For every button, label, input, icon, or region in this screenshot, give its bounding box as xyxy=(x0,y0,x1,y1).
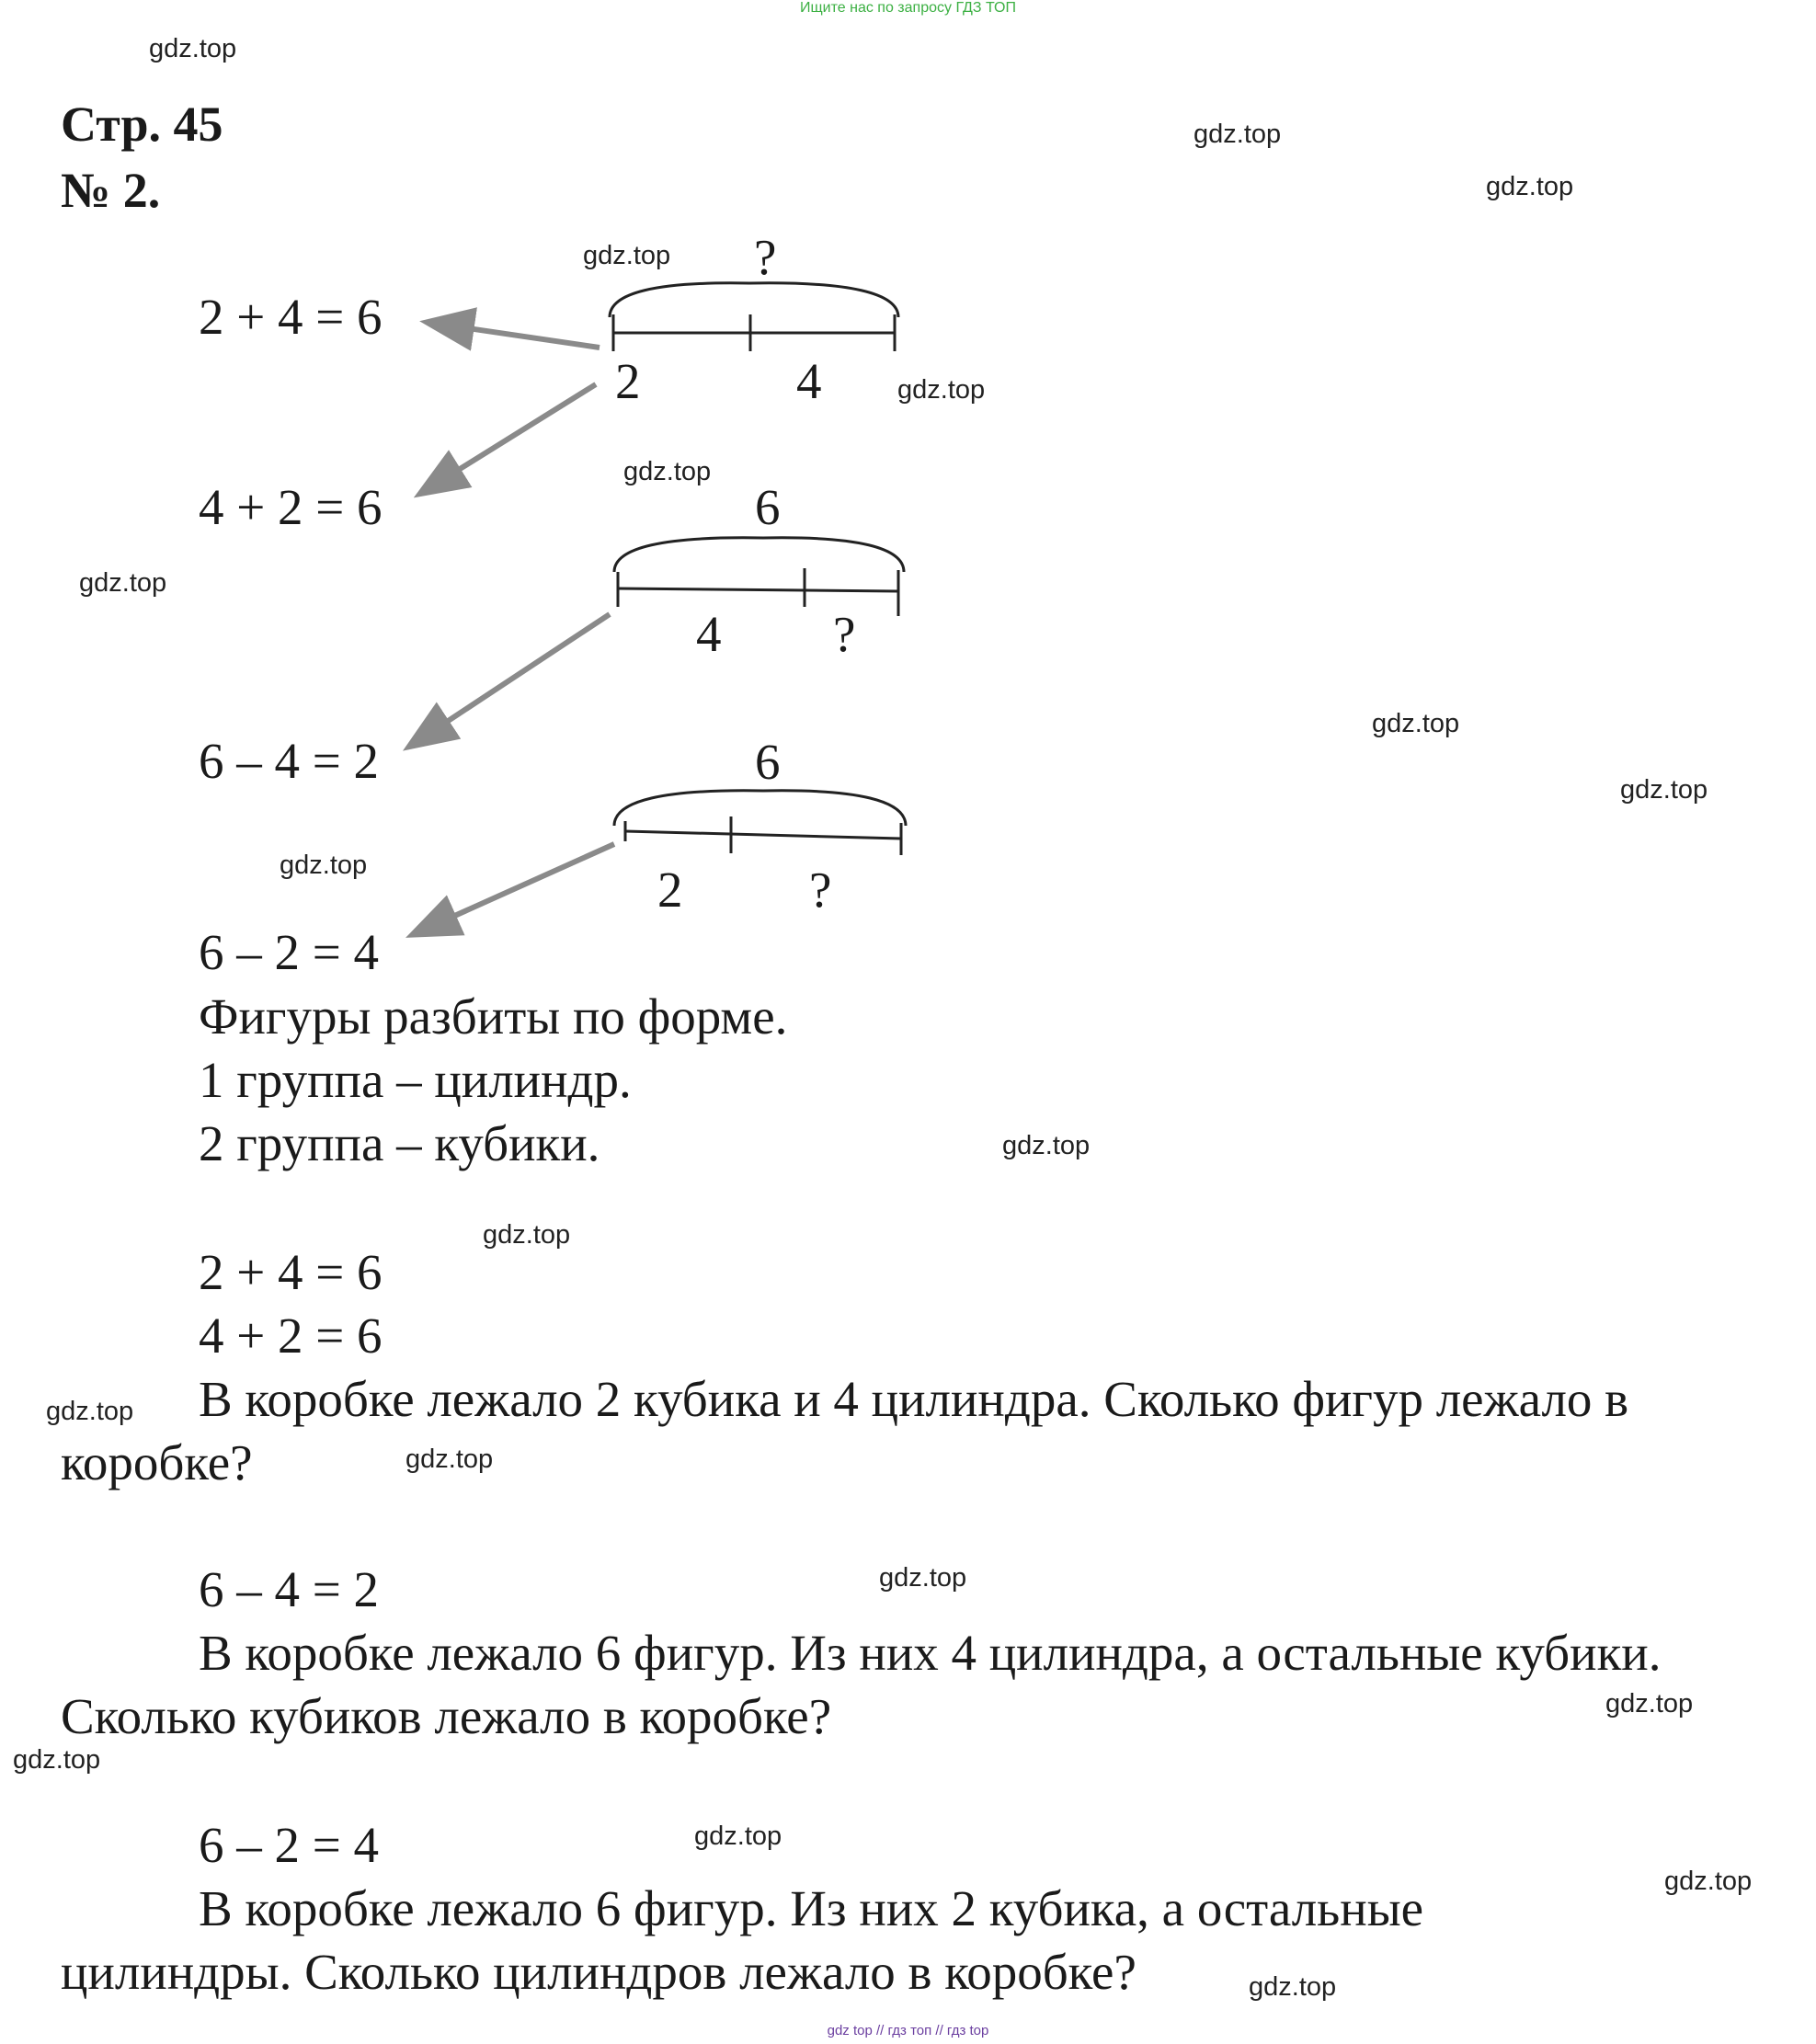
classification-line: Фигуры разбиты по форме. xyxy=(199,988,788,1045)
watermark: gdz.top xyxy=(79,568,167,598)
segment-3-left-label: 2 xyxy=(657,862,683,918)
segment-1-right-label: 4 xyxy=(796,353,822,409)
problem-text-line: коробке? xyxy=(61,1434,253,1490)
watermark: gdz.top xyxy=(694,1821,782,1851)
segment-3-total-label: 6 xyxy=(755,734,781,790)
watermark: gdz.top xyxy=(1194,120,1282,149)
watermark: gdz.top xyxy=(623,457,712,486)
watermark: gdz.top xyxy=(483,1220,571,1250)
watermark: gdz.top xyxy=(405,1445,494,1474)
segment-1-left-label: 2 xyxy=(615,353,641,409)
watermark: gdz.top xyxy=(280,851,368,880)
watermark: gdz.top xyxy=(879,1563,967,1593)
top-banner: Ищите нас по запросу ГДЗ ТОП xyxy=(800,0,1016,16)
diagram-equation: 4 + 2 = 6 xyxy=(199,479,383,535)
watermark: gdz.top xyxy=(1620,775,1708,805)
classification-line: 1 группа – цилиндр. xyxy=(199,1052,632,1108)
classification-line: 2 группа – кубики. xyxy=(199,1115,600,1171)
watermark: gdz.top xyxy=(1486,172,1574,201)
segment-2-right-label: ? xyxy=(833,606,856,662)
problem-equation: 6 – 4 = 2 xyxy=(199,1561,380,1617)
problem-text-line: Сколько кубиков лежало в коробке? xyxy=(61,1688,832,1744)
segment-diagrams xyxy=(0,0,1816,1011)
segment-diagram-1 xyxy=(610,283,898,351)
watermark: gdz.top xyxy=(1605,1689,1694,1719)
watermark: gdz.top xyxy=(1664,1867,1753,1896)
watermark: gdz.top xyxy=(897,375,986,405)
segment-3-right-label: ? xyxy=(809,862,832,918)
problem-equation: 6 – 2 = 4 xyxy=(199,1817,380,1873)
problem-text-line: В коробке лежало 2 кубика и 4 цилиндра. Сколько фигур лежало в xyxy=(199,1371,1629,1427)
watermark: gdz.top xyxy=(1372,709,1460,738)
diagram-arrows xyxy=(412,323,614,933)
watermark: gdz.top xyxy=(149,34,237,63)
problem-text-line: В коробке лежало 6 фигур. Из них 4 цилиндра, а остальные кубики. xyxy=(199,1625,1662,1681)
problem-text-line: цилиндры. Сколько цилиндров лежало в коробке? xyxy=(61,1944,1136,2000)
problem-equation: 2 + 4 = 6 xyxy=(199,1244,383,1300)
segment-diagram-3 xyxy=(614,791,906,855)
watermark: gdz.top xyxy=(46,1397,134,1426)
watermark: gdz.top xyxy=(583,241,671,270)
segment-2-total-label: 6 xyxy=(755,479,781,535)
segment-1-total-label: ? xyxy=(754,229,777,285)
segment-2-left-label: 4 xyxy=(696,606,722,662)
segment-diagram-2 xyxy=(614,538,904,616)
diagram-equation: 2 + 4 = 6 xyxy=(199,289,383,345)
problem-text-line: В коробке лежало 6 фигур. Из них 2 кубика, а остальные xyxy=(199,1880,1424,1936)
diagram-equation: 6 – 2 = 4 xyxy=(199,924,380,980)
watermark: gdz.top xyxy=(13,1745,101,1775)
bottom-banner: gdz top // гдз топ // гдз top xyxy=(827,2023,989,2038)
diagram-equation: 6 – 4 = 2 xyxy=(199,733,380,789)
watermark: gdz.top xyxy=(1249,1972,1337,2002)
page-heading: Стр. 45 xyxy=(61,97,223,152)
task-number: № 2. xyxy=(61,163,161,218)
watermark: gdz.top xyxy=(1002,1131,1091,1160)
problem-equation: 4 + 2 = 6 xyxy=(199,1307,383,1364)
